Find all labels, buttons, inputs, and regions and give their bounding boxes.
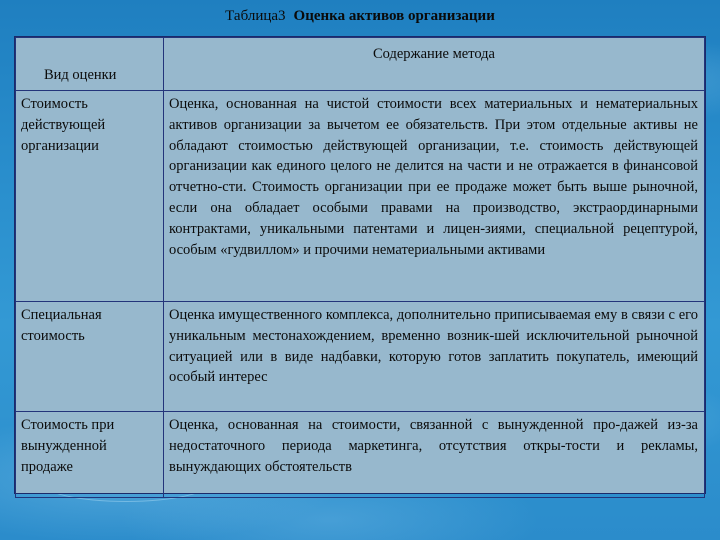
row-kind-cell: Стоимость действующей организации	[16, 91, 164, 302]
table-title	[0, 8, 720, 25]
row-content-cell: Оценка, основанная на стоимости, связанной с вынужденной про-дажей из-за недостаточного периода маркетинга, отсутствия откры-тости и рекламы, вынуждающих обстоятельств	[164, 412, 705, 498]
valuation-table	[14, 36, 706, 494]
row-content-cell: Оценка, основанная на чистой стоимости всех материальных и нематериальных активов организации за вычетом ее обязательств. При этом отдельные активы не обладают стоимостью действующей организации, т.е. стоимость действующей организации как единого целого не делится на части и не отражается в финансовой отчетно-сти. Стоимость организации при ее продаже может быть выше рыночной, если она обладает особыми правами на производство, экстраординарными контрактами, уникальными патентами и лицен-зиями, специальной рецептурой, особым «гудвиллом» и прочими нематериальными активами	[164, 91, 705, 302]
header-cell-kind	[16, 38, 164, 91]
row-content-cell: Оценка имущественного комплекса, дополнительно приписываемая ему в связи с его уникальным местонахождением, временно возник-шей исключительной рыночной ситуацией или в виде надбавки, которую готов заплатить покупатель, имеющий особый интерес	[164, 302, 705, 412]
table-caption: Оценка активов организации	[293, 8, 495, 24]
row-kind-cell: Специальная стоимость	[16, 302, 164, 412]
header-kind-label: Вид оценки	[44, 67, 117, 84]
header-content-label: Содержание метода	[372, 46, 495, 62]
table-row	[16, 412, 705, 498]
table-header-row	[16, 38, 705, 91]
table-row	[16, 302, 705, 412]
row-kind-cell: Стоимость при вынужденной продаже	[16, 412, 164, 498]
header-cell-content	[164, 38, 705, 91]
table-number: Таблица3	[225, 8, 286, 24]
table-row	[16, 91, 705, 302]
